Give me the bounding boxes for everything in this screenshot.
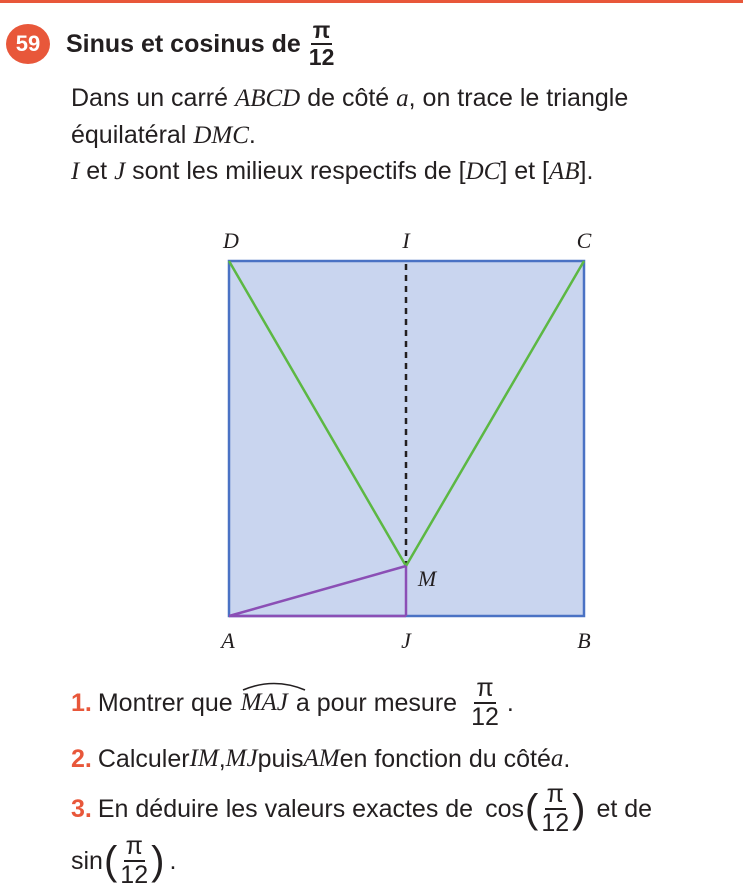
cos-function: cos <box>485 794 524 823</box>
exercise-title-text: Sinus et cosinus de <box>66 29 301 58</box>
sin-function: sin <box>71 846 103 875</box>
paren-open: ( <box>103 839 118 883</box>
question-3: 3. En déduire les valeurs exactes de cos ( $\frac{\pi}{12}$ ) et de <box>71 780 653 837</box>
question-3-continued: sin ( $\frac{\pi}{12}$ ) . <box>71 832 177 889</box>
statement-line-1: Dans un carré ABCD de côté a, on trace le triangle <box>71 84 629 112</box>
label-b: B <box>577 628 591 653</box>
fraction-numerator: π <box>312 17 331 43</box>
fraction-denominator: 12 <box>308 44 335 70</box>
q1-fraction: $\frac{\pi}{12}$ <box>471 674 499 731</box>
label-j: J <box>401 628 411 653</box>
angle-maj: MAJ <box>241 689 288 717</box>
label-i: I <box>402 228 410 253</box>
sin-fraction: $\frac{\pi}{12}$ <box>120 832 149 889</box>
question-1: 1. Montrer que MAJ a pour mesure $\frac{\pi}{12}$ . <box>71 674 514 731</box>
cos-fraction: $\frac{\pi}{12}$ <box>541 780 570 837</box>
label-a: A <box>221 628 235 653</box>
paren-close: ) <box>151 839 165 883</box>
question-2: 2. Calculer IM , MJ puis AM en fonction du côté a . <box>71 744 571 773</box>
label-c: C <box>576 228 592 253</box>
label-d: D <box>223 228 239 253</box>
exercise-number-badge: 59 <box>6 24 50 64</box>
paren-open: ( <box>525 787 539 831</box>
label-m: M <box>417 566 437 591</box>
statement-line-3: I et J sont les milieux respectifs de [DC] et [AB]. <box>71 157 594 185</box>
paren-close: ) <box>572 787 586 831</box>
statement-line-2: équilatéral DMC. <box>71 121 256 149</box>
